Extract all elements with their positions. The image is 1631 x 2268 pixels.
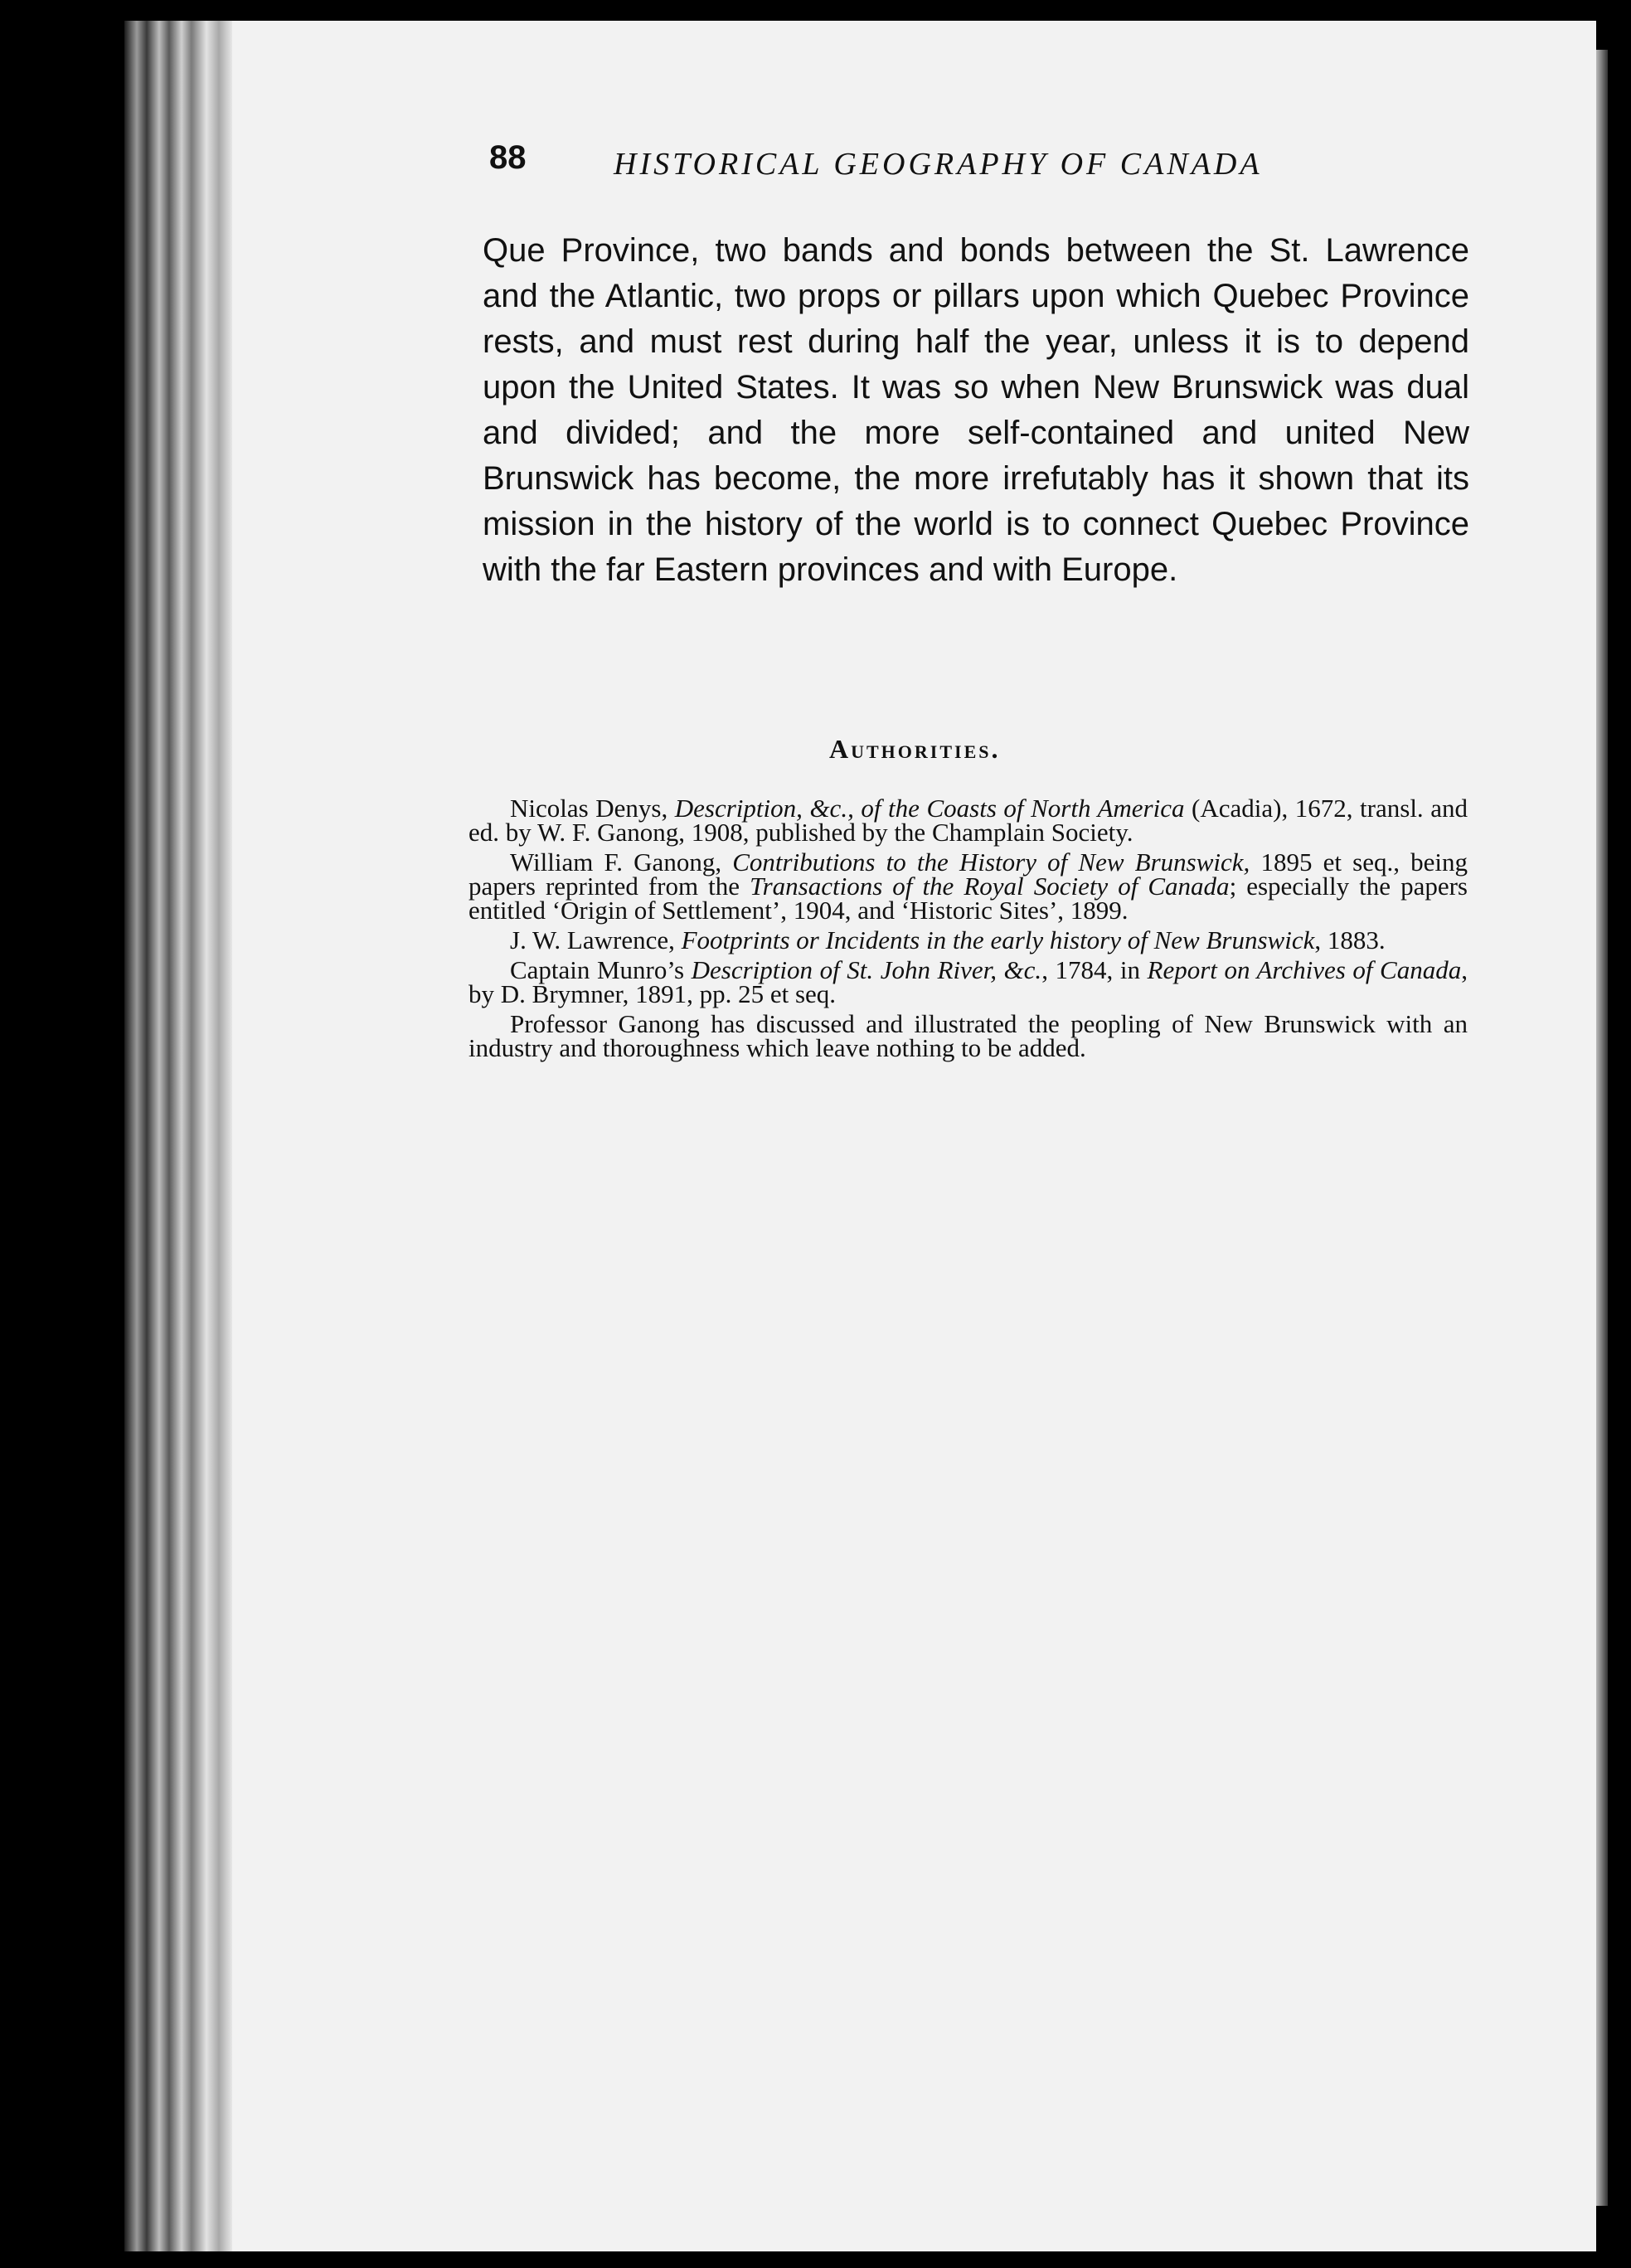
authority-author: Nicolas Denys, [510, 794, 675, 823]
page-header [489, 139, 1352, 197]
authority-details: (Acadia), 1672, transl. and ed. by W. F. Ganong, 1908, published by the Champlain Society. [468, 794, 1468, 847]
authority-note: Professor Ganong has discussed and illustrated the peopling of New Brunswick with an industry and thoroughness which leave nothing to be added. [468, 1009, 1468, 1062]
authority-title: Contributions to the History of New Brunswick, [732, 847, 1250, 877]
running-head: HISTORICAL GEOGRAPHY OF CANADA [614, 147, 1263, 182]
authority-entry-note [468, 1009, 1468, 1062]
authority-source-title: Transactions of the Royal Society of Canada [750, 872, 1230, 901]
authorities-heading: Authorities. [829, 734, 1001, 764]
authority-author: J. W. Lawrence, [510, 925, 682, 954]
page-right-edge [1596, 50, 1608, 2206]
authority-source-title: Report on Archives of Canada [1147, 955, 1462, 984]
authority-entry-ganong [468, 847, 1468, 925]
authorities-list [468, 796, 1468, 1066]
authority-title: Description, &c., of the Coasts of North America [674, 794, 1185, 823]
body-paragraph: Que Province, two bands and bonds between the St. Lawrence and the Atlantic, two props or pillars upon which Quebec Province rests, and must rest during half the year, unless it is to depend upon the United States. It was so when New Brunswick was dual and divided; and the more self-contained and united New Brunswick has become, the more irrefutably has it shown that its mission in the history of the world is to connect Quebec Province with the far Eastern provinces and with Europe. [483, 232, 1469, 588]
authority-details: 1895 et seq., being papers reprinted from the [468, 847, 1468, 901]
page-number: 88 [489, 139, 527, 176]
authority-details-extra: , by D. Brymner, 1891, pp. 25 et seq. [468, 955, 1468, 1008]
scanned-binding-edge [124, 21, 249, 2251]
authority-details-extra: ; especially the papers entitled ‘Origin of Settlement’, 1904, and ‘Historic Sites’, 1899. [468, 872, 1468, 925]
authority-entry-lawrence [468, 925, 1468, 954]
authority-entry-munro [468, 955, 1468, 1008]
authority-details: , 1784, in [1041, 955, 1148, 984]
authority-title: Footprints or Incidents in the early history of New Brunswick [681, 925, 1315, 954]
authority-title: Description of St. John River, &c. [691, 955, 1042, 984]
authority-author: Captain Munro’s [510, 955, 692, 984]
authority-details: , 1883. [1314, 925, 1386, 954]
authority-entry-denys [468, 794, 1468, 847]
authority-author: William F. Ganong, [510, 847, 733, 877]
